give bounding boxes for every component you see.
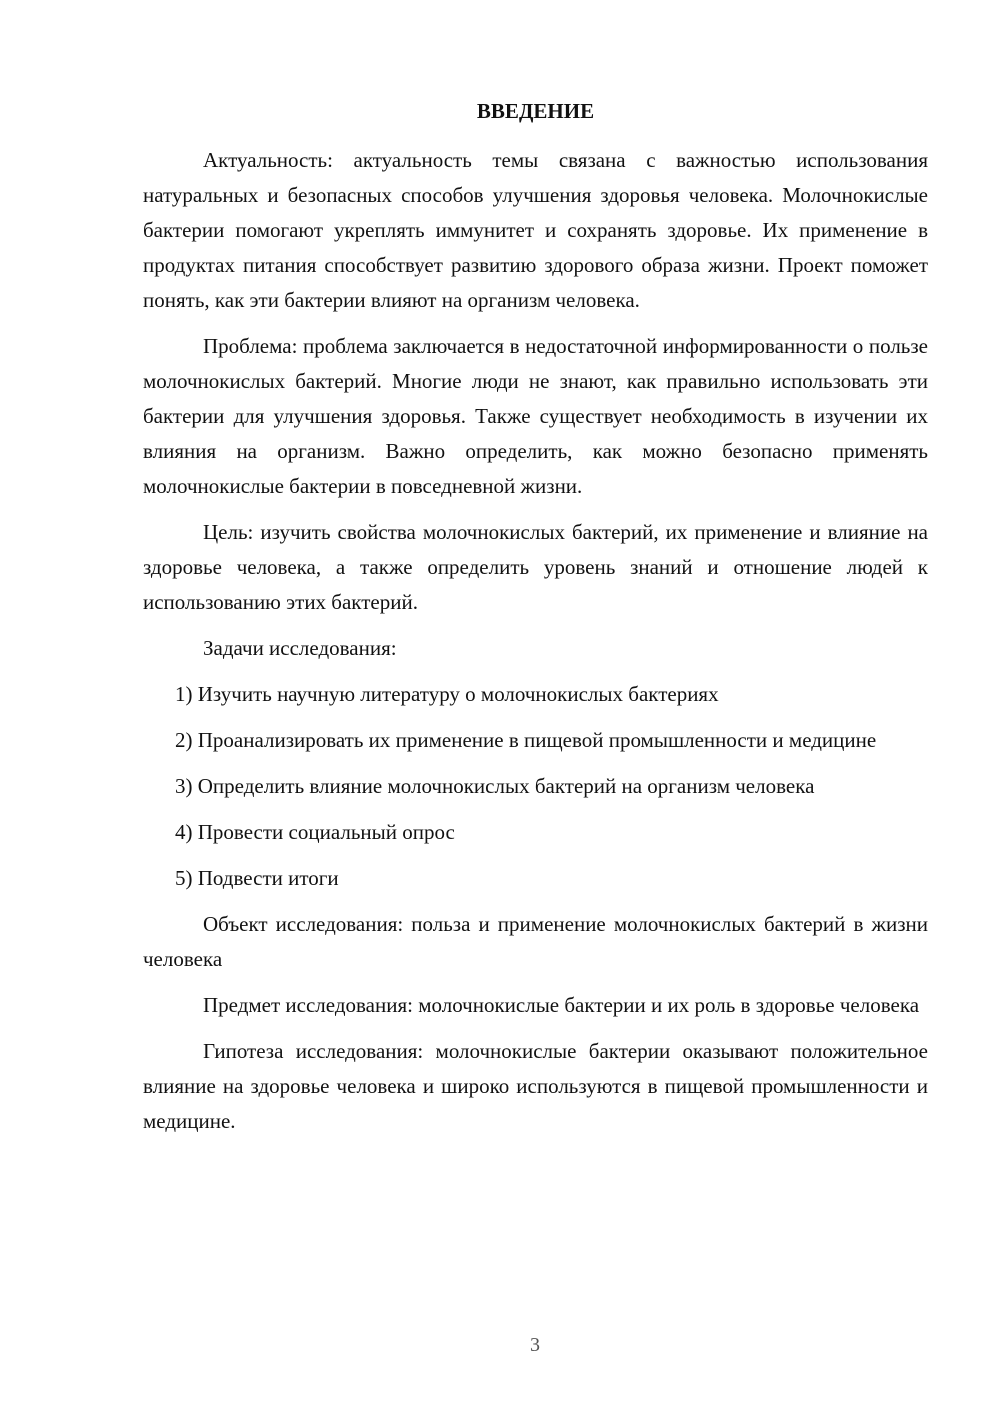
task-item: 5) Подвести итоги [175, 866, 339, 890]
task-item: 4) Провести социальный опрос [175, 820, 455, 844]
object-paragraph: Объект исследования: польза и применение молочнокислых бактерий в жизни человека [143, 912, 928, 971]
page-content [143, 96, 928, 1139]
problem-paragraph: Проблема: проблема заключается в недостаточной информированности о пользе молочнокислых бактерий. Многие люди не знают, как правильно использовать эти бактерии для улучшения здоровья. Также существует необходимость в изучении их влияния на организм. Важно определить, как можно безопасно применять молочнокислые бактерии в повседневной жизни. [143, 334, 928, 498]
tasks-heading: Задачи исследования: [203, 636, 397, 660]
hypothesis-paragraph: Гипотеза исследования: молочнокислые бактерии оказывают положительное влияние на здоровье человека и широко используются в пищевой промышленности и медицине. [143, 1039, 928, 1133]
subject-paragraph: Предмет исследования: молочнокислые бактерии и их роль в здоровье человека [203, 993, 920, 1017]
section-title: ВВЕДЕНИЕ [476, 99, 595, 123]
goal-paragraph: Цель: изучить свойства молочнокислых бактерий, их применение и влияние на здоровье человека, а также определить уровень знаний и отношение людей к использованию этих бактерий. [143, 520, 928, 614]
task-item: 3) Определить влияние молочнокислых бактерий на организм человека [175, 774, 815, 798]
relevance-paragraph: Актуальность: актуальность темы связана с важностью использования натуральных и безопасных способов улучшения здоровья человека. Молочнокислые бактерии помогают укреплять иммунитет и сохранять здоровье. Их применение в продуктах питания способствует развитию здорового образа жизни. Проект поможет понять, как эти бактерии влияют на организм человека. [143, 148, 928, 312]
task-item: 1) Изучить научную литературу о молочнокислых бактериях [175, 682, 719, 706]
page-number: 3 [530, 1334, 540, 1356]
task-item: 2) Проанализировать их применение в пищевой промышленности и медицине [175, 728, 877, 752]
